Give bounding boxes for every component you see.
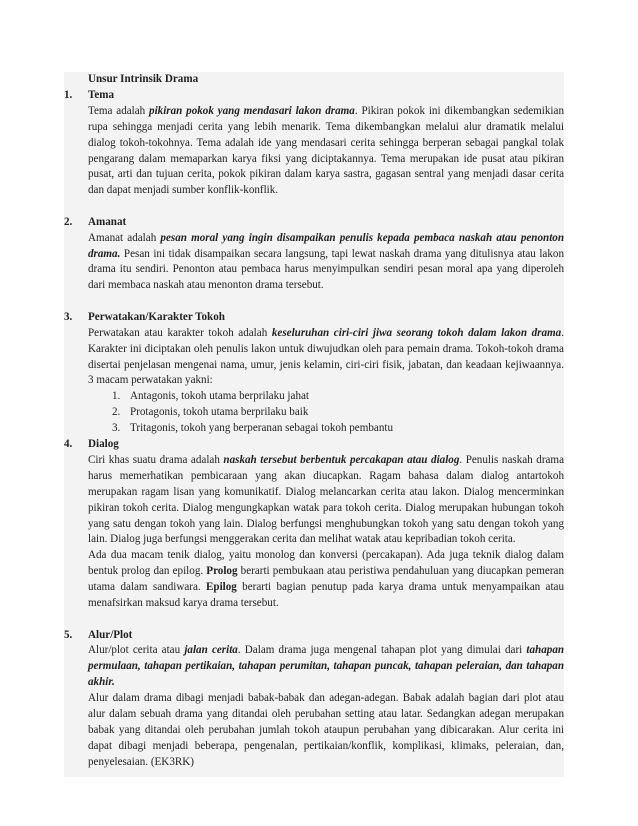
list-item-number: 2. xyxy=(112,406,121,419)
section-number: 1. xyxy=(64,88,73,101)
section-list xyxy=(64,88,564,771)
section-4 xyxy=(64,437,564,612)
text-run: . Pikiran pokok ini dikembangkan sedemikian rupa sehingga menjadi cerita yang lebih menarik. Tema dikembangkan melalui alur dramatik melalui dialog tokoh-tokohnya. Tema adalah ide yang mendasari cerita sehingga berperan sebagai pangkal tolak pengarang dalam memaparkan karya fiksi yang diciptakannya. Tema merupakan ide pusat atau pikiran pusat, arti dan tujuan cerita, pokok pikiran dalam karya sastra, gagasan sentral yang menjadi dasar cerita dan dapat menjadi sumber konflik-konflik. xyxy=(88,104,564,197)
document-title: Unsur Intrinsik Drama xyxy=(88,73,199,85)
text-run: Alur dalam drama dibagi menjadi babak-babak dan adegan-adegan. Babak adalah bagian dari plot atau alur dalam sebuah drama yang ditandai oleh perubahan setting atau latar. Sedangkan adegan merupakan babak yang ditandai oleh perubahan jumlah tokoh ataupun perubahan yang dibicarakan. Alur cerita ini dapat dibagi menjadi beberapa, pengenalan, pertikaian/konflik, komplikasi, klimaks, peleraian, dan, penyelesaian. (EK3RK) xyxy=(88,692,564,768)
section-1 xyxy=(64,88,564,199)
section-heading xyxy=(64,310,564,326)
section-heading-text: Dialog xyxy=(88,438,119,451)
section-heading-text: Tema xyxy=(88,88,115,101)
text-run: Amanat adalah xyxy=(88,231,161,244)
section-number: 4. xyxy=(64,438,73,451)
text-run: Ada dua macam tenik dialog, yaitu monolog dan konversi (percakapan). Ada juga teknik dialog dalam bentuk prolog dan epilog. xyxy=(88,549,564,578)
text-run: berarti bagian penutup pada karya drama untuk menyampaikan atau menafsirkan maksud karya drama tersebut. xyxy=(88,581,564,610)
section-heading xyxy=(64,437,564,453)
emphasis-text: tahapan permulaan, tahapan pertikaian, tahapan perumitan, tahapan puncak, tahapan peleraian, dan tahapan akhir. xyxy=(88,644,565,689)
paragraph xyxy=(64,643,564,691)
section-2 xyxy=(64,215,564,295)
emphasis-text: pikiran pokok yang mendasari lakon drama xyxy=(149,104,355,117)
list-item xyxy=(112,405,564,421)
emphasis-text: Epilog xyxy=(206,581,237,594)
paragraph xyxy=(64,326,564,390)
section-5 xyxy=(64,628,564,771)
document-body xyxy=(64,72,564,777)
emphasis-text: naskah tersebut berbentuk percakapan atau dialog xyxy=(223,453,460,466)
section-heading xyxy=(64,88,564,104)
text-run: berarti pembukaan atau peristiwa pendahuluan yang diucapkan pemeran utama dalam sandiwara. xyxy=(88,565,564,594)
section-number: 2. xyxy=(64,215,73,228)
emphasis-text: Prolog xyxy=(206,565,238,578)
text-run: Ciri khas suatu drama adalah xyxy=(88,453,224,466)
text-run: Tema adalah xyxy=(88,104,150,117)
emphasis-text: keseluruhan ciri-ciri jiwa seorang tokoh dalam lakon drama xyxy=(271,326,562,339)
text-run: Alur/plot cerita atau xyxy=(88,644,185,657)
list-item-text: Tritagonis, tokoh yang berperanan sebagai tokoh pembantu xyxy=(130,422,394,435)
list-item-number: 3. xyxy=(112,422,121,435)
text-run: . Dalam drama juga mengenal tahapan plot yang dimulai dari xyxy=(237,644,527,657)
text-run: Perwatakan atau karakter tokoh adalah xyxy=(88,326,272,339)
section-number: 3. xyxy=(64,310,73,323)
text-run: . Penulis naskah drama harus memerhatikan pembicaraan yang akan diucapkan. Ragam bahasa dalam dialog antartokoh merupakan ragam lisan yang komunikatif. Dialog melancarkan cerita atau lakon. Dialog mencerminkan pikiran tokoh cerita. Dialog mengungkapkan watak para tokoh cerita. Dialog merupakan hubungan tokoh yang satu dengan tokoh yang lain. Dialog berfungsi menghubungkan tokoh yang satu dengan tokoh yang lain. Dialog juga berfungsi menggerakan cerita dan melihat watak atau kepribadian tokoh cerita. xyxy=(88,453,564,546)
section-number: 5. xyxy=(64,628,73,641)
section-heading xyxy=(64,215,564,231)
paragraph xyxy=(64,453,564,548)
section-heading-text: Perwatakan/Karakter Tokoh xyxy=(88,310,225,323)
section-heading-text: Amanat xyxy=(88,215,127,228)
character-type-list xyxy=(64,389,564,437)
section-heading xyxy=(64,628,564,644)
section-heading-text: Alur/Plot xyxy=(88,628,133,641)
paragraph xyxy=(64,231,564,295)
emphasis-text: jalan cerita xyxy=(184,644,238,657)
text-run: . Karakter ini diciptakan oleh penulis lakon untuk diwujudkan oleh para pemain drama. Tokoh-tokoh drama disertai penjelasan mengenai nama, umur, jenis kelamin, ciri-ciri fisik, jabatan, dan keadaan kejiwaannya. 3 macam perwatakan yakni: xyxy=(88,326,564,387)
paragraph xyxy=(64,104,564,199)
section-3 xyxy=(64,310,564,437)
list-item xyxy=(112,421,564,437)
list-item-number: 1. xyxy=(112,390,121,403)
list-item-text: Protagonis, tokoh utama berprilaku baik xyxy=(130,406,309,419)
paragraph xyxy=(64,548,564,612)
list-item-text: Antagonis, tokoh utama berprilaku jahat xyxy=(130,390,309,403)
list-item xyxy=(112,389,564,405)
paragraph xyxy=(64,691,564,771)
emphasis-text: pesan moral yang ingin disampaikan penulis kepada pembaca naskah atau penonton drama. xyxy=(88,231,564,260)
text-run: Pesan ini tidak disampaikan secara langsung, tapi lewat naskah drama yang ditulisnya atau lakon drama itu sendiri. Penonton atau pembaca harus menyimpulkan sendiri pesan moral apa yang diperoleh dari membaca naskah atau menonton drama tersebut. xyxy=(88,247,564,292)
